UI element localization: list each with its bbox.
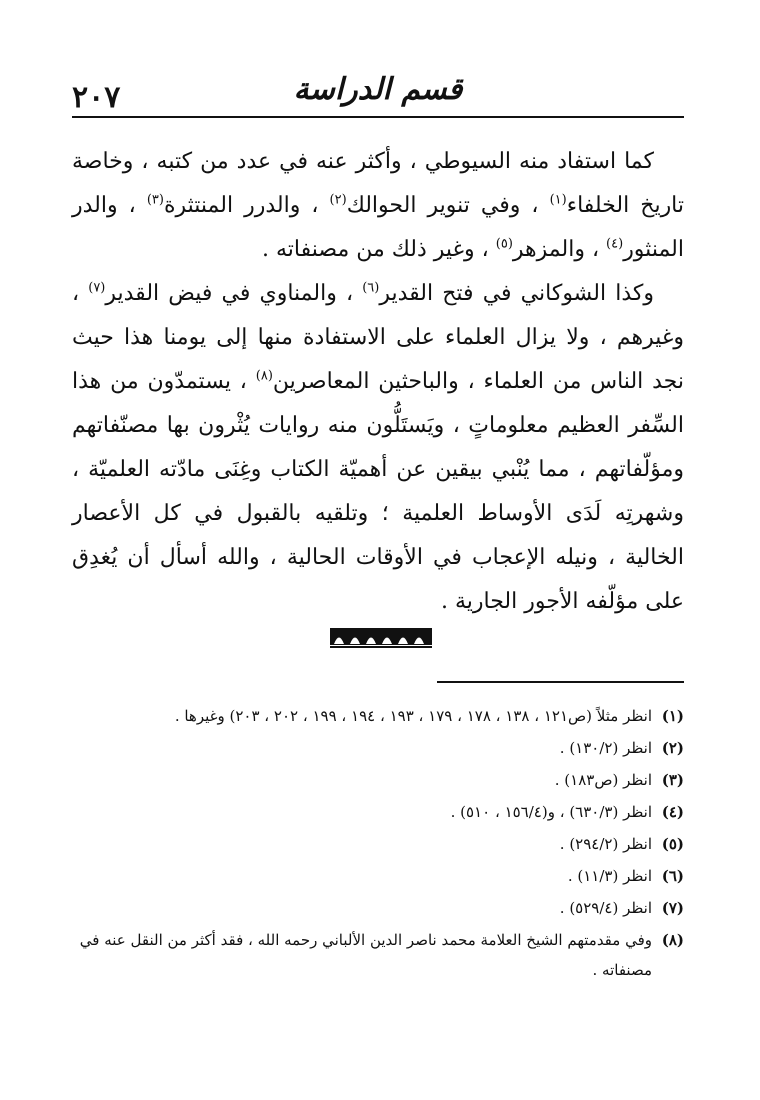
footnote-number: (٦): [661, 867, 684, 885]
footnote-ref-8: (٨): [255, 368, 273, 384]
footnote-6: [72, 860, 684, 892]
footnote-number: (٢): [661, 739, 684, 757]
footnote-ref-3: (٣): [146, 192, 164, 208]
footnote-number: (٨): [661, 931, 684, 949]
footnote-separator: [437, 681, 684, 683]
footnote-7: [72, 892, 684, 924]
footnote-text: انظر (٥٢٩/٤) .: [559, 899, 652, 917]
footnote-ref-4: (٤): [606, 236, 624, 252]
footnote-ref-7: (٧): [88, 280, 106, 296]
footnote-number: (١): [661, 707, 684, 725]
footnote-text: وفي مقدمتهم الشيخ العلامة محمد ناصر الدين الألباني رحمه الله ، فقد أكثر من النقل عنه في مصنفاته .: [79, 931, 652, 979]
main-text: [72, 140, 684, 624]
footnote-1: [72, 700, 684, 732]
footnote-4: [72, 796, 684, 828]
footnote-ref-2: (٢): [329, 192, 347, 208]
footnote-5: [72, 828, 684, 860]
section-title: قسم الدراسة: [293, 72, 463, 107]
footnote-number: (٧): [661, 899, 684, 917]
footnote-number: (٥): [661, 835, 684, 853]
footnote-number: (٣): [661, 771, 684, 789]
page-number: ٢٠٧: [72, 80, 121, 115]
footnote-text: انظر (ص١٨٣) .: [554, 771, 652, 789]
footnotes: [72, 700, 684, 985]
section-ornament-icon: [330, 628, 432, 648]
footnote-ref-6: (٦): [362, 280, 380, 296]
header-rule: [72, 116, 684, 118]
footnote-text: انظر (١١/٣) .: [567, 867, 652, 885]
footnote-number: (٤): [661, 803, 684, 821]
footnote-ref-5: (٥): [495, 236, 513, 252]
footnote-ref-1: (١): [549, 192, 567, 208]
footnote-text: انظر (٢٩٤/٢) .: [559, 835, 652, 853]
footnote-text: انظر مثلاً (ص١٢١ ، ١٣٨ ، ١٧٨ ، ١٧٩ ، ١٩٣ ، ١٩٤ ، ١٩٩ ، ٢٠٢ ، ٢٠٣) وغيرها .: [174, 707, 652, 725]
page-header: [72, 66, 684, 118]
footnote-text: انظر (٦٣٠/٣) ، و(١٥٦/٤ ، ٥١٠) .: [450, 803, 652, 821]
footnote-3: [72, 764, 684, 796]
footnote-2: [72, 732, 684, 764]
footnote-text: انظر (١٣٠/٢) .: [559, 739, 652, 757]
paragraph-1: كما استفاد منه السيوطي ، وأكثر عنه في عدد من كتبه ، وخاصة تاريخ الخلفاء$^{(١)}$ ، وفي تنوير الحوالك$^{(٢)}$ ، والدرر المنتثرة$^{(٣)}$ ، والدر المنثور$^{(٤)}$ ، والمزهر$^{(٥)}$ ، وغير ذلك من مصنفاته .: [72, 149, 685, 262]
paragraph-2: وكذا الشوكاني في فتح القدير$^{(٦)}$ ، والمناوي في فيض القدير$^{(٧)}$ ، وغيرهم ، ولا يزال العلماء على الاستفادة منها إلى يومنا هذا حيث نجد الناس من العلماء ، والباحثين المعاصرين$^{(٨)}$ ، يستمدّون من هذا السِّفر العظيم معلوماتٍ ، ويَستَلُّون منه روايات يُثْرون بها مصنّفاتهم ومؤلّفاتهم ، مما يُنْبي بيقين عن أهميّة الكتاب وغِنَى مادّته العلميّة ، وشهرتِه لَدَى الأوساط العلمية ؛ وتلقيه بالقبول في كل الأعصار الخالية ، ونيله الإعجاب في الأوقات الحالية ، والله أسأل أن يُغدِق على مؤلّفه الأجور الجارية .: [72, 280, 684, 614]
footnote-8: [72, 924, 684, 985]
